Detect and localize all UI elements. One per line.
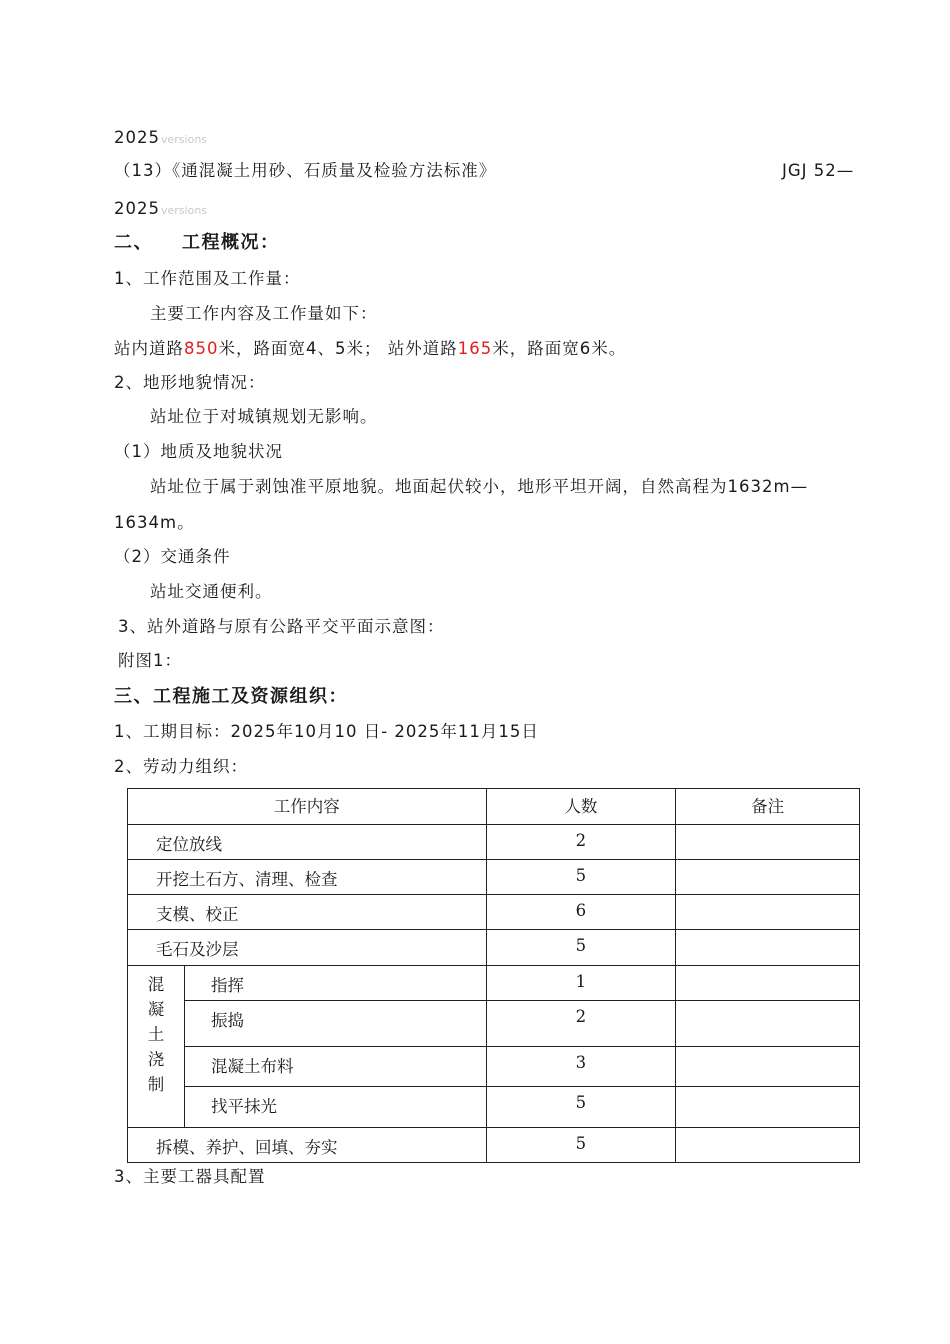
row-note (676, 825, 860, 860)
paragraph-site-plan: 站址位于对城镇规划无影响。 (150, 407, 378, 426)
row-count: 2 (575, 1007, 587, 1026)
table-row (128, 930, 860, 966)
standard-item-13: （13）《通混凝土用砂、石质量及检验方法标准》 (114, 161, 497, 180)
group-label-char: 混 (147, 975, 165, 994)
group-label-char: 浇 (147, 1050, 165, 1069)
row-note (676, 1001, 860, 1047)
paragraph-traffic-title: （2）交通条件 (114, 547, 231, 566)
row-count: 6 (575, 901, 587, 920)
row-count: 2 (575, 831, 587, 850)
table-row (128, 895, 860, 930)
table-row (128, 1047, 860, 1087)
row-count: 5 (575, 936, 587, 955)
year-text: 2025 (114, 128, 160, 147)
roads-text-c: 米，路面宽6米。 (492, 339, 627, 358)
standard-year-line-1 (114, 127, 207, 151)
group-label-char: 土 (147, 1025, 165, 1044)
row-count: 5 (575, 1134, 587, 1153)
row-count: 3 (575, 1053, 587, 1072)
group-label-cell (128, 966, 185, 1128)
paragraph-geology-cont: 1634m。 (114, 513, 195, 532)
group-label-char: 凝 (147, 1000, 165, 1019)
paragraph-tools: 3、主要工器具配置 (114, 1167, 266, 1186)
roads-text-b: 米，路面宽4、5米； 站外道路 (218, 339, 458, 358)
row-count: 1 (575, 972, 587, 991)
paragraph-workload-intro: 主要工作内容及工作量如下： (150, 304, 378, 323)
row-note (676, 966, 860, 1001)
roads-text-a: 站内道路 (114, 339, 184, 358)
section-2-number: 二、 (114, 232, 153, 253)
row-note (676, 895, 860, 930)
paragraph-roads (114, 338, 626, 360)
row-count: 5 (575, 1093, 587, 1112)
row-count: 5 (575, 866, 587, 885)
header-content: 工作内容 (128, 789, 487, 825)
paragraph-geology: 站址位于属于剥蚀准平原地貌。地面起伏较小，地形平坦开阔，自然高程为1632m— (150, 477, 809, 496)
row-content: 毛石及沙层 (156, 940, 239, 959)
row-content: 支模、校正 (156, 905, 239, 924)
table-row (128, 1087, 860, 1128)
inner-road-length: 850 (184, 339, 219, 358)
outer-road-length: 165 (457, 339, 493, 358)
row-content: 混凝土布料 (210, 1057, 294, 1076)
row-content: 开挖土石方、清理、检查 (156, 870, 338, 889)
section-3-title: 三、工程施工及资源组织： (114, 686, 348, 707)
paragraph-terrain: 2、地形地貌情况： (114, 373, 266, 392)
table-row (128, 1128, 860, 1163)
row-note (676, 1128, 860, 1163)
row-content: 振捣 (210, 1011, 244, 1030)
faint-note: versions (161, 204, 208, 217)
paragraph-labor: 2、劳动力组织： (114, 757, 248, 776)
paragraph-crossing: 3、站外道路与原有公路平交平面示意图： (118, 617, 445, 636)
row-note (676, 1087, 860, 1128)
header-count: 人数 (486, 789, 676, 825)
group-label-char: 制 (147, 1075, 165, 1094)
row-content: 定位放线 (156, 835, 222, 854)
paragraph-traffic: 站址交通便利。 (150, 582, 273, 601)
table-row (128, 966, 860, 1001)
paragraph-scope: 1、工作范围及工作量： (114, 269, 301, 288)
header-note: 备注 (676, 789, 860, 825)
table-row (128, 1001, 860, 1047)
row-content: 指挥 (210, 976, 244, 995)
paragraph-geology-title: （1）地质及地貌状况 (114, 442, 283, 461)
table-row (128, 860, 860, 895)
row-content: 拆模、养护、回填、夯实 (156, 1138, 338, 1157)
faint-note: versions (161, 133, 208, 146)
row-content: 找平抹光 (210, 1097, 277, 1116)
standard-code: JGJ 52— (782, 161, 855, 180)
paragraph-schedule: 1、工期目标：2025年10月10 日- 2025年11月15日 (114, 722, 539, 741)
row-note (676, 930, 860, 966)
paragraph-attachment: 附图1： (118, 651, 182, 670)
table-header-row (128, 789, 860, 825)
section-2-title: 工程概况： (182, 232, 280, 253)
row-note (676, 860, 860, 895)
table-row (128, 825, 860, 860)
labor-table (127, 788, 860, 1163)
row-note (676, 1047, 860, 1087)
standard-year-line-2 (114, 198, 207, 222)
year-text: 2025 (114, 199, 160, 218)
group-label (128, 966, 184, 1097)
